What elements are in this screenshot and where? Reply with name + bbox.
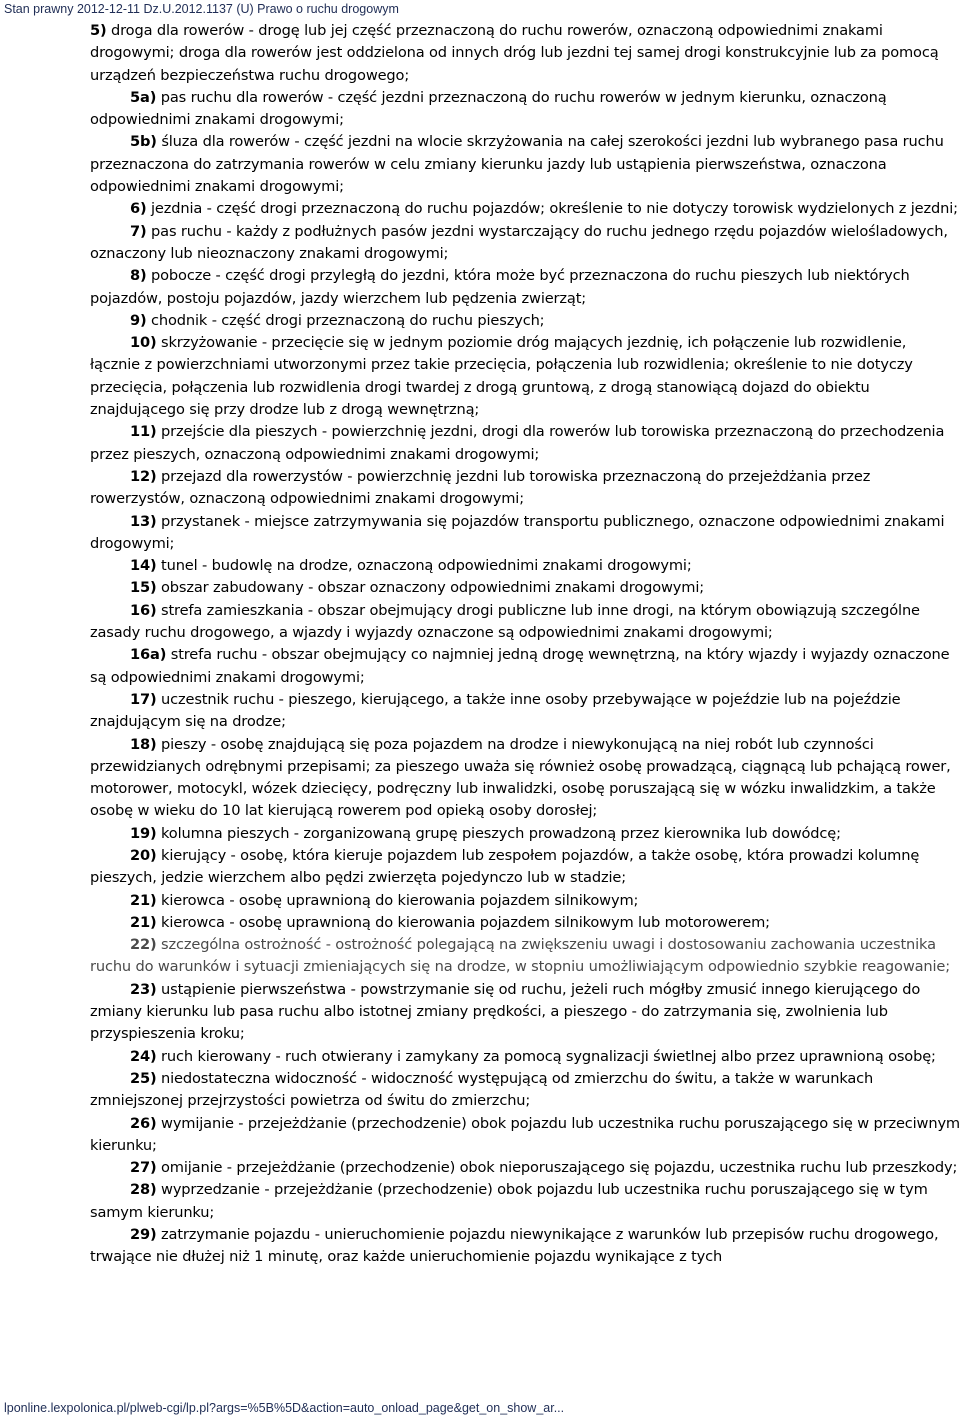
list-item — [90, 1179, 960, 1224]
item-text: strefa zamieszkania - obszar obejmujący drogi publiczne lub inne drogi, na którym obowiązują szczególne zasady ruchu drogowego, a wjazdy i wyjazdy oznaczone są odpowiednimi znakami drogowymi; — [90, 601, 920, 642]
item-text: jezdnia - część drogi przeznaczoną do ruchu pojazdów; określenie to nie dotyczy torowisk wydzielonych z jezdni; — [151, 200, 958, 218]
list-item — [90, 20, 960, 87]
list-item — [90, 421, 960, 466]
item-text: kierowca - osobę uprawnioną do kierowania pojazdem silnikowym; — [161, 891, 639, 909]
list-item — [90, 912, 960, 934]
list-item — [90, 265, 960, 310]
list-item — [90, 1224, 960, 1269]
item-number: 5) — [90, 22, 107, 39]
list-item — [90, 1068, 960, 1113]
item-number: 12) — [130, 467, 157, 485]
document-body — [90, 20, 960, 1269]
item-text: zatrzymanie pojazdu - unieruchomienie pojazdu niewynikające z warunków lub przepisów ruchu drogowego, trwające nie dłużej niż 1 minutę, oraz każde unieruchomienie pojazdu wynikające z tych — [90, 1226, 939, 1266]
item-text: omijanie - przejeżdżanie (przechodzenie) obok nieporuszającego się pojazdu, uczestnika ruchu lub przeszkody; — [161, 1159, 958, 1177]
list-item — [90, 131, 960, 198]
item-number: 5b) — [130, 133, 157, 151]
item-number: 25) — [130, 1069, 157, 1087]
item-text: wyprzedzanie - przejeżdżanie (przechodzenie) obok pojazdu lub uczestnika ruchu poruszającego się w tym samym kierunku; — [90, 1181, 928, 1221]
page-footer-url: lponline.lexpolonica.pl/plweb-cgi/lp.pl?args=%5B%5D&action=auto_onload_page&get_on_show_ar... — [4, 1401, 565, 1415]
item-number: 23) — [130, 980, 157, 998]
page-header: Stan prawny 2012-12-11 Dz.U.2012.1137 (U) Prawo o ruchu drogowym — [4, 2, 399, 16]
list-item — [90, 1113, 960, 1158]
item-text: śluza dla rowerów - część jezdni na wlocie skrzyżowania na całej szerokości jezdni lub wybranego pasa ruchu przeznaczona do zatrzymania rowerów w celu zmiany kierunku jazdy lub ustąpienia pierwszeństwa, oznaczona odpowiednimi znakami drogowymi; — [90, 133, 944, 196]
item-text: tunel - budowlę na drodze, oznaczoną odpowiednimi znakami drogowymi; — [161, 557, 692, 575]
item-number: 6) — [130, 200, 147, 218]
item-text: pieszy - osobę znajdującą się poza pojazdem na drodze i niewykonującą na niej robót lub czynności przewidzianych odrębnymi przepisami; za pieszego uważa się również osobę prowadzącą, ciągnącą lub pchającą rower, motorower, motocykl, wózek dziecięcy, podręczny lub inwalidzki, osobę poruszającą się w wózku inwalidzkim, a także osobę w wieku do 10 lat kierującą rowerem pod opieką osoby dorosłej; — [90, 735, 951, 820]
item-text: uczestnik ruchu - pieszego, kierującego, a także inne osoby przebywające w pojeździe lub na pojeździe znajdującym się na drodze; — [90, 690, 901, 731]
list-item — [90, 511, 960, 556]
item-number: 7) — [130, 222, 147, 240]
item-number: 16a) — [130, 646, 167, 664]
list-item — [90, 644, 960, 689]
list-item-amended — [90, 934, 960, 979]
list-item — [90, 979, 960, 1046]
list-item — [90, 1157, 960, 1179]
list-item — [90, 87, 960, 132]
item-number: 20) — [130, 846, 157, 864]
item-text: kierowca - osobę uprawnioną do kierowania pojazdem silnikowym lub motorowerem; — [161, 913, 770, 931]
list-item — [90, 734, 960, 823]
item-number: 21) — [130, 913, 157, 931]
item-text: pas ruchu dla rowerów - część jezdni przeznaczoną do ruchu rowerów w jednym kierunku, oznaczoną odpowiednimi znakami drogowymi; — [90, 88, 887, 129]
item-number: 18) — [130, 735, 157, 753]
item-number: 26) — [130, 1114, 157, 1132]
list-item — [90, 310, 960, 332]
list-item — [90, 332, 960, 421]
list-item — [90, 1046, 960, 1068]
item-text: kolumna pieszych - zorganizowaną grupę pieszych prowadzoną przez kierownika lub dowódcę; — [161, 824, 841, 842]
list-item — [90, 221, 960, 266]
item-number: 11) — [130, 423, 157, 441]
item-number: 14) — [130, 557, 157, 575]
list-item — [90, 890, 960, 912]
list-item — [90, 555, 960, 577]
item-text: przejazd dla rowerzystów - powierzchnię jezdni lub torowiska przeznaczoną do przejeżdżania przez rowerzystów, oznaczoną odpowiednimi znakami drogowymi; — [90, 467, 871, 508]
list-item — [90, 845, 960, 890]
item-number: 27) — [130, 1159, 157, 1177]
item-number: 15) — [130, 579, 157, 597]
item-text: przystanek - miejsce zatrzymywania się pojazdów transportu publicznego, oznaczone odpowiednimi znakami drogowymi; — [90, 512, 945, 552]
item-text: droga dla rowerów - drogę lub jej część przeznaczoną do ruchu rowerów, oznaczoną odpowiednimi znakami drogowymi; droga dla rowerów jest oddzielona od innych dróg lub jezdni tej samej drogi konstrukcyjnie lub za pomocą urządzeń bezpieczeństwa ruchu drogowego; — [90, 22, 939, 84]
item-text: ruch kierowany - ruch otwierany i zamykany za pomocą sygnalizacji świetlnej albo przez uprawnioną osobę; — [161, 1047, 936, 1065]
item-text: obszar zabudowany - obszar oznaczony odpowiednimi znakami drogowymi; — [161, 579, 704, 597]
item-text: pobocze - część drogi przyległą do jezdni, która może być przeznaczona do ruchu pieszych lub niektórych pojazdów, postoju pojazdów, jazdy wierzchem lub pędzenia zwierząt; — [90, 267, 910, 307]
item-text: skrzyżowanie - przecięcie się w jednym poziomie dróg mających jezdnię, ich połączenie lub rozwidlenie, łącznie z powierzchniami utworzonymi przez takie przecięcia, połączenia lub rozwidlenia; określenie to nie dotyczy przecięcia, połączenia lub rozwidlenia drogi twardej z drogą gruntową, z drogą stanowiącą dojazd do obiektu znajdującego się przy drodze lub z drogą wewnętrzną; — [90, 334, 913, 419]
item-number: 24) — [130, 1047, 157, 1065]
item-number: 9) — [130, 311, 147, 329]
item-text: kierujący - osobę, która kieruje pojazdem lub zespołem pojazdów, a także osobę, która prowadzi kolumnę pieszych, jedzie wierzchem albo pędzi zwierzęta pojedynczo lub w stadzie; — [90, 846, 920, 887]
item-number: 21) — [130, 891, 157, 909]
item-number: 28) — [130, 1181, 157, 1199]
item-text: szczególna ostrożność - ostrożność polegającą na zwiększeniu uwagi i dostosowaniu zachowania uczestnika ruchu do warunków i sytuacji zmieniających się na drodze, w stopniu umożliwiającym odpowiednio szybkie reagowanie; — [90, 936, 951, 976]
list-item — [90, 198, 960, 220]
list-item — [90, 466, 960, 511]
list-item — [90, 577, 960, 599]
item-number: 8) — [130, 267, 147, 285]
item-number: 10) — [130, 334, 157, 352]
item-text: wymijanie - przejeżdżanie (przechodzenie) obok pojazdu lub uczestnika ruchu poruszającego się w przeciwnym kierunku; — [90, 1114, 960, 1154]
list-item — [90, 689, 960, 734]
list-item — [90, 600, 960, 645]
item-number: 19) — [130, 824, 157, 842]
item-text: przejście dla pieszych - powierzchnię jezdni, drogi dla rowerów lub torowiska przeznaczoną do przechodzenia przez pieszych, oznaczoną odpowiednimi znakami drogowymi; — [90, 423, 945, 463]
item-number: 17) — [130, 690, 157, 708]
item-text: ustąpienie pierwszeństwa - powstrzymanie się od ruchu, jeżeli ruch mógłby zmusić innego kierującego do zmiany kierunku lub pasa ruchu albo istotnej zmiany prędkości, a pieszego - do zatrzymania się, zwolnienia lub przyspieszenia kroku; — [90, 980, 921, 1043]
item-number: 13) — [130, 512, 157, 530]
item-number: 29) — [130, 1226, 157, 1244]
item-text: niedostateczna widoczność - widoczność występującą od zmierzchu do świtu, a także w warunkach zmniejszonej przejrzystości powietrza od świtu do zmierzchu; — [90, 1069, 874, 1110]
item-number: 16) — [130, 601, 157, 619]
list-item — [90, 823, 960, 845]
item-text: chodnik - część drogi przeznaczoną do ruchu pieszych; — [151, 311, 545, 329]
item-text: pas ruchu - każdy z podłużnych pasów jezdni wystarczający do ruchu jednego rzędu pojazdów wielośladowych, oznaczony lub nieoznaczony znakami drogowymi; — [90, 222, 948, 262]
item-number: 22) — [130, 936, 157, 954]
item-number: 5a) — [130, 88, 157, 106]
item-text: strefa ruchu - obszar obejmujący co najmniej jedną drogę wewnętrzną, na który wjazdy i wyjazdy oznaczone są odpowiednimi znakami drogowymi; — [90, 646, 950, 686]
